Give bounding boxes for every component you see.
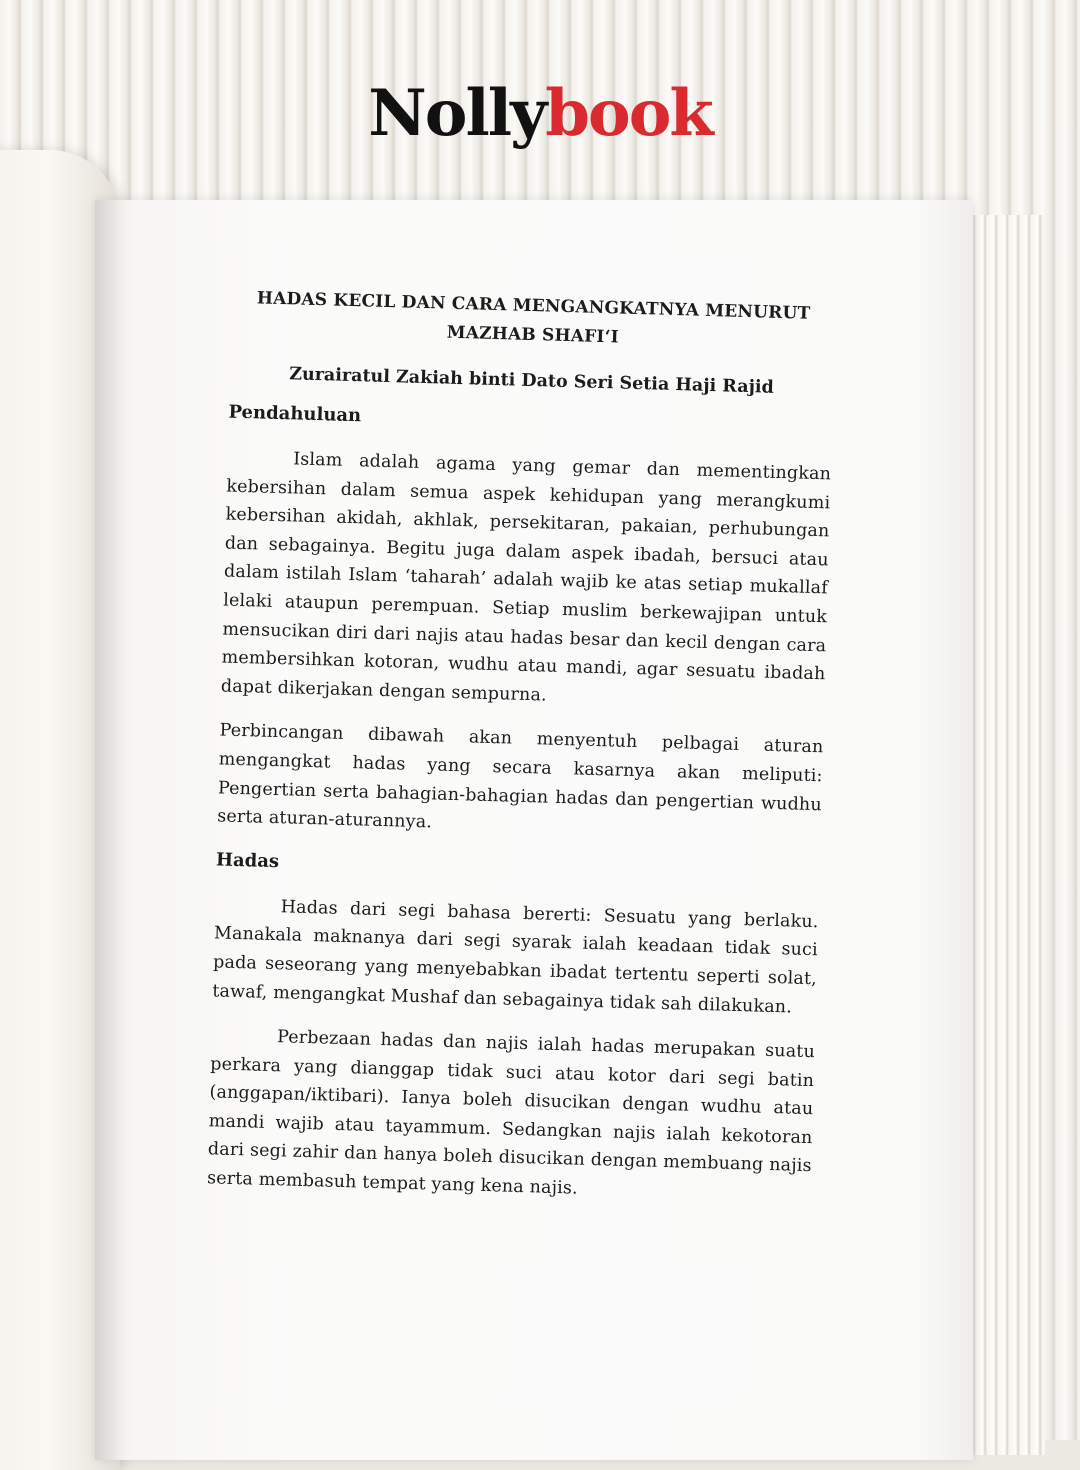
title-line-1: HADAS KECIL DAN CARA MENGANGKATNYA MENURUT bbox=[256, 288, 811, 324]
section-heading-pendahuluan: Pendahuluan bbox=[228, 401, 362, 427]
logo-part-book: book bbox=[545, 76, 712, 151]
logo-part-nolly: Nolly bbox=[368, 76, 546, 151]
paragraph-intro-1: Islam adalah agama yang gemar dan mementingkan kebersihan dalam semua aspek kehidupan yang merangkumi kebersihan akidah, akhlak, persekitaran, pakaian, perhubungan dan sebagainya. Begitu juga dalam aspek ibadah, bersuci atau dalam istilah Islam ‘taharah’ adalah wajib ke atas setiap mukallaf lelaki ataupun perempuan. Setiap muslim berkewajipan untuk mensucikan diri dari najis atau hadas besar dan kecil dengan cara membersihkan kotoran, wudhu atau mandi, agar sesuatu ibadah dapat dikerjakan dengan sempurna. bbox=[220, 449, 832, 706]
section-heading-hadas: Hadas bbox=[215, 849, 280, 872]
paragraph-hadas-2: Perbezaan hadas dan najis ialah hadas merupakan suatu perkara yang dianggap tidak suci atau kotor dari segi batin (anggapan/iktibari). Ianya boleh disucikan dengan wudhu atau mandi wajib atau tayammum. Sedangkan najis ialah kekotoran dari segi zahir dan hanya boleh disucikan dengan membuang najis serta membasuh tempat yang kena najis. bbox=[206, 1027, 816, 1199]
page-edges bbox=[965, 215, 1045, 1455]
author-name: Zurairatul Zakiah binti Dato Seri Setia Haji Rajid bbox=[288, 364, 775, 398]
page-gutter-shadow bbox=[95, 200, 125, 1460]
paragraph-hadas-1: Hadas dari segi bahasa bererti: Sesuatu yang berlaku. Manakala maknanya dari segi syarak ialah keadaan tidak suci pada seseorang yang menyebabkan ibadat tertentu seperti solat, tawaf, mengangkat Mushaf dan sebagainya tidak sah dilakukan. bbox=[212, 896, 819, 1018]
paragraph-intro-2: Perbincangan dibawah akan menyentuh pelbagai aturan mengangkat hadas yang secara kasarnya akan meliputi: Pengertian serta bahagian-bahagian hadas dan pengertian wudhu serta aturan-aturannya. bbox=[216, 720, 824, 833]
page-content bbox=[207, 284, 836, 1210]
title-line-2: MAZHAB SHAFI‘I bbox=[446, 322, 620, 348]
brand-logo bbox=[0, 78, 1080, 150]
